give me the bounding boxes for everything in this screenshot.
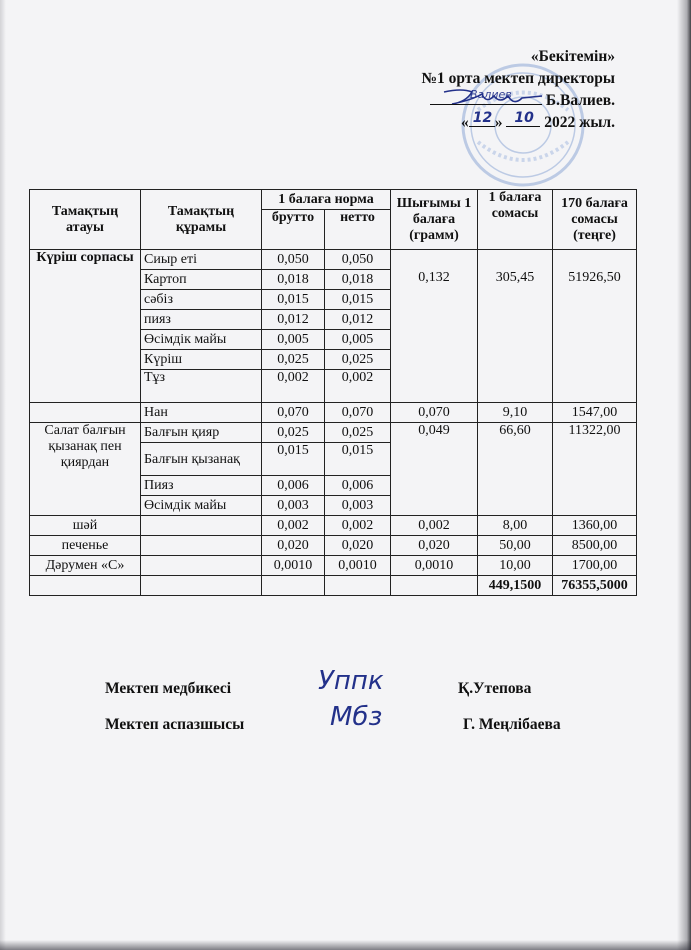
netto-cell: 0,025 <box>325 423 391 443</box>
soup-consumption: 0,132 <box>391 250 478 403</box>
brutto-cell: 0,018 <box>262 270 325 290</box>
ingredient-cell: Өсімдік майы <box>141 330 262 350</box>
cook-name: Г. Меңлібаева <box>463 716 561 733</box>
netto-cell: 0,0010 <box>325 556 391 576</box>
cook-signature: Мбз <box>330 702 383 732</box>
consumption-cell: 0,020 <box>391 536 478 556</box>
netto-cell: 0,002 <box>325 516 391 536</box>
empty-cell <box>262 576 325 596</box>
ingredient-cell: Балғын қияр <box>141 423 262 443</box>
netto-cell: 0,050 <box>325 250 391 270</box>
ingredient-cell: Өсімдік майы <box>141 496 262 516</box>
brutto-cell: 0,0010 <box>262 556 325 576</box>
page-edge-right <box>677 0 691 950</box>
cost-per-child-cell: 10,00 <box>478 556 553 576</box>
menu-table <box>29 189 637 596</box>
dish-cell: шәй <box>30 516 141 536</box>
table-row <box>30 423 637 443</box>
consumption-cell: 0,070 <box>391 403 478 423</box>
header-cost-170: 170 балаға сомасы (теңге) <box>553 190 637 250</box>
date-day: 12 <box>472 110 493 126</box>
brutto-cell: 0,006 <box>262 476 325 496</box>
salad-cost-per-child: 66,60 <box>478 423 553 516</box>
nurse-role: Мектеп медбикесі <box>105 680 232 697</box>
totals-row <box>30 576 637 596</box>
ingredient-cell: Картоп <box>141 270 262 290</box>
soup-cost-per-child: 305,45 <box>478 250 553 403</box>
netto-cell: 0,020 <box>325 536 391 556</box>
empty-cell <box>141 536 262 556</box>
brutto-cell: 0,003 <box>262 496 325 516</box>
brutto-cell: 0,015 <box>262 290 325 310</box>
total-cost-per-child: 449,1500 <box>478 576 553 596</box>
netto-cell: 0,005 <box>325 330 391 350</box>
cost-170-cell: 1547,00 <box>553 403 637 423</box>
date-month-underline <box>506 112 540 127</box>
table-row <box>30 403 637 423</box>
header-composition: Тамақтың құрамы <box>141 190 262 250</box>
table-row <box>30 516 637 536</box>
dish-cell: печенье <box>30 536 141 556</box>
table-row <box>30 536 637 556</box>
empty-cell <box>325 576 391 596</box>
director-signature-text: Валиев <box>470 88 512 101</box>
brutto-cell: 0,020 <box>262 536 325 556</box>
brutto-cell: 0,002 <box>262 370 325 403</box>
date-month: 10 <box>514 110 534 126</box>
date-mid-quote: » <box>494 114 503 131</box>
netto-cell: 0,006 <box>325 476 391 496</box>
empty-cell <box>391 576 478 596</box>
date-day-underline <box>469 112 495 127</box>
header-netto: нетто <box>325 210 391 250</box>
cost-170-cell: 1700,00 <box>553 556 637 576</box>
ingredient-cell: Пияз <box>141 476 262 496</box>
director-name: Б.Валиев. <box>545 92 615 109</box>
header-norm-group: 1 балаға норма <box>262 190 391 210</box>
empty-cell <box>141 556 262 576</box>
page-edge-bottom <box>0 940 691 950</box>
consumption-cell: 0,0010 <box>391 556 478 576</box>
ingredient-cell: Тұз <box>141 370 262 403</box>
nurse-signature: Уппк <box>318 666 384 696</box>
date-year: 2022 жыл. <box>544 114 615 131</box>
netto-cell: 0,003 <box>325 496 391 516</box>
brutto-cell: 0,025 <box>262 423 325 443</box>
brutto-cell: 0,025 <box>262 350 325 370</box>
cost-170-cell: 1360,00 <box>553 516 637 536</box>
dish-salad: Салат балғын қызанақ пен қиярдан <box>30 423 141 516</box>
dish-soup: Күріш сорпасы <box>30 250 141 403</box>
empty-cell <box>141 516 262 536</box>
table-row <box>30 250 637 270</box>
ingredient-cell: сәбіз <box>141 290 262 310</box>
netto-cell: 0,070 <box>325 403 391 423</box>
soup-cost-170: 51926,50 <box>553 250 637 403</box>
page-edge-left <box>0 0 6 950</box>
dish-cell: Дәрумен «С» <box>30 556 141 576</box>
cook-role: Мектеп аспазшысы <box>105 716 245 733</box>
netto-cell: 0,002 <box>325 370 391 403</box>
netto-cell: 0,015 <box>325 443 391 476</box>
header-brutto: брутто <box>262 210 325 250</box>
approval-position: №1 орта мектеп директоры <box>421 70 615 87</box>
date-open-quote: « <box>460 114 469 131</box>
consumption-cell: 0,002 <box>391 516 478 536</box>
approval-date-line <box>421 112 615 134</box>
salad-consumption: 0,049 <box>391 423 478 516</box>
nurse-name: Қ.Утепова <box>458 680 532 697</box>
netto-cell: 0,018 <box>325 270 391 290</box>
brutto-cell: 0,050 <box>262 250 325 270</box>
empty-cell <box>30 576 141 596</box>
ingredient-cell: Сиыр еті <box>141 250 262 270</box>
brutto-cell: 0,012 <box>262 310 325 330</box>
empty-cell <box>141 576 262 596</box>
header-consumption: Шығымы 1 балаға (грамм) <box>391 190 478 250</box>
cost-per-child-cell: 8,00 <box>478 516 553 536</box>
table-row <box>30 556 637 576</box>
ingredient-cell: Нан <box>141 403 262 423</box>
salad-cost-170: 11322,00 <box>553 423 637 516</box>
brutto-cell: 0,005 <box>262 330 325 350</box>
cost-170-cell: 8500,00 <box>553 536 637 556</box>
approval-block <box>421 46 615 134</box>
ingredient-cell: Балғын қызанақ <box>141 443 262 476</box>
empty-cell <box>30 403 141 423</box>
netto-cell: 0,025 <box>325 350 391 370</box>
brutto-cell: 0,002 <box>262 516 325 536</box>
cost-per-child-cell: 50,00 <box>478 536 553 556</box>
approval-title: «Бекітемін» <box>530 48 615 65</box>
total-cost-170: 76355,5000 <box>553 576 637 596</box>
ingredient-cell: пияз <box>141 310 262 330</box>
cost-per-child-cell: 9,10 <box>478 403 553 423</box>
netto-cell: 0,015 <box>325 290 391 310</box>
brutto-cell: 0,070 <box>262 403 325 423</box>
header-dish-name: Тамақтың атауы <box>30 190 141 250</box>
ingredient-cell: Күріш <box>141 350 262 370</box>
brutto-cell: 0,015 <box>262 443 325 476</box>
header-cost-per-child: 1 балаға сомасы <box>478 190 553 250</box>
netto-cell: 0,012 <box>325 310 391 330</box>
